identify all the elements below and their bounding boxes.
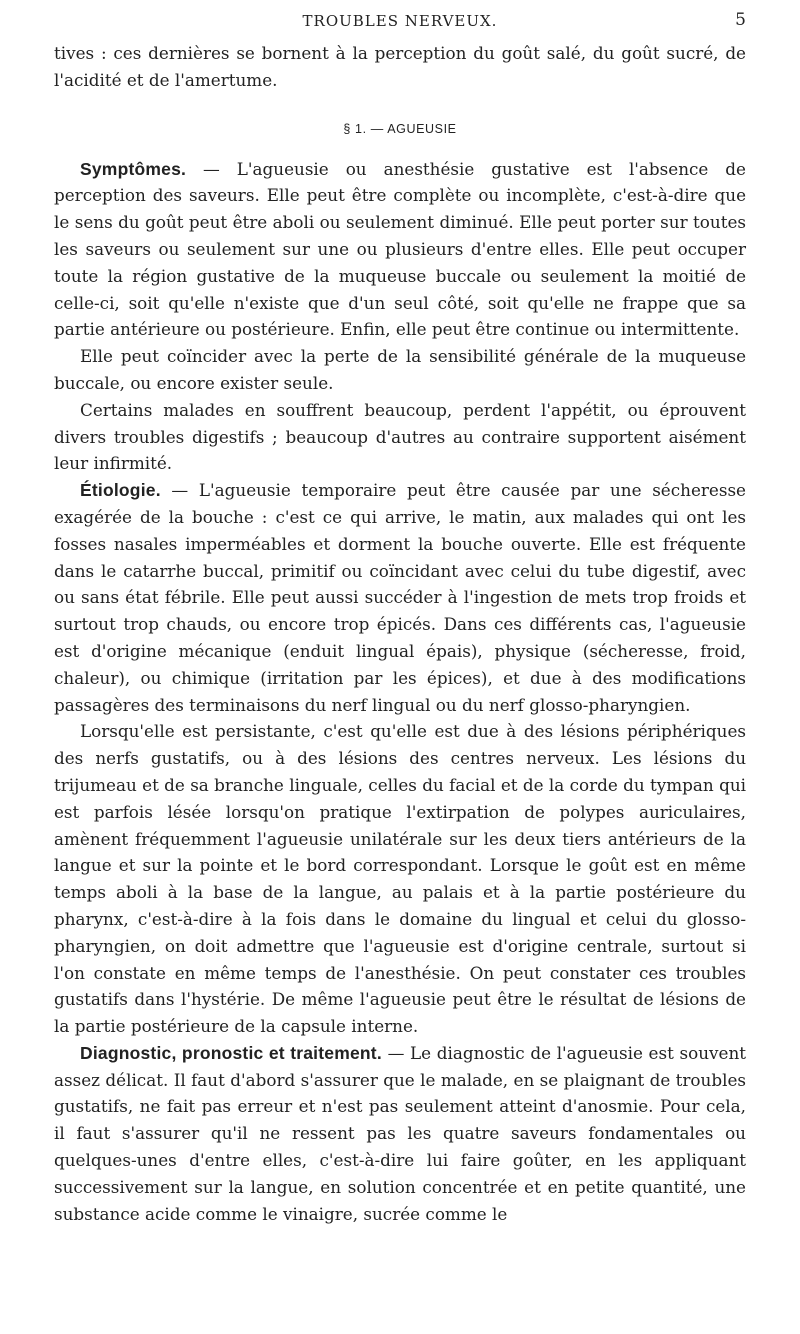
section-title: § 1. — AGUEUSIE xyxy=(343,121,457,136)
page-number: 5 xyxy=(735,10,746,30)
text-symptomes: — L'agueusie ou anesthésie gustative est l'absence de perception des saveurs. Elle peut être complète ou incomplète, c'est-à-dire que le sens du goût peut être aboli ou seulement diminué. Elle peut porter sur toutes les saveurs ou seulement sur une ou plusieurs d'entre elles. Elle peut occuper toute la région gustative de la muqueuse buccale ou seulement la moitié de celle-ci, soit qu'elle n'existe que d'un seul côté, soit qu'elle ne frappe que sa partie antérieure ou postérieure. Enfin, elle peut être continue ou intermittente. xyxy=(54,158,746,340)
continuation-paragraph: tives : ces dernières se bornent à la perception du goût salé, du goût sucré, de l'acidité et de l'amertume. xyxy=(54,43,746,90)
heading-etiologie: Étiologie. xyxy=(80,480,161,501)
running-head-title: TROUBLES NERVEUX. xyxy=(302,12,498,30)
paragraph-etiologie xyxy=(54,477,746,718)
running-head xyxy=(54,0,746,40)
text-diagnostic: — Le diagnostic de l'agueusie est souvent assez délicat. Il faut d'abord s'assurer que le malade, en se plaignant de troubles gustatifs, ne fait pas erreur et n'est pas seulement atteint d'anosmie. Pour cela, il faut s'assurer qu'il ne ressent pas les quatre saveurs fondamentales ou quelques-unes d'entre elles, c'est-à-dire lui faire goûter, en les appliquant successivement sur la langue, en solution concentrée et en petite quantité, une substance acide comme le vinaigre, sucrée comme le xyxy=(54,1042,747,1224)
paragraph-coincider: Elle peut coïncider avec la perte de la sensibilité générale de la muqueuse buccale, ou encore exister seule. xyxy=(54,346,746,393)
paragraph-diagnostic xyxy=(54,1040,746,1228)
paragraph-symptomes xyxy=(54,156,746,344)
paragraph-certains: Certains malades en souffrent beaucoup, perdent l'appétit, ou éprouvent divers troubles digestifs ; beaucoup d'autres au contraire supportent aisément leur infirmité. xyxy=(54,399,746,474)
heading-diagnostic: Diagnostic, pronostic et traitement. xyxy=(80,1042,382,1063)
text-etiologie: — L'agueusie temporaire peut être causée par une sécheresse exagérée de la bouche : c'est ce qui arrive, le matin, aux malades qui ont les fosses nasales imperméables et dorment la bouche ouverte. Elle est fréquente dans le catarrhe buccal, primitif ou coïncidant avec celui du tube digestif, avec ou sans état fébrile. Elle peut aussi succéder à l'ingestion de mets trop froids et surtout trop chauds, ou encore trop épicés. Dans ces différents cas, l'agueusie est d'origine mécanique (enduit lingual épais), physique (sécheresse, froid, chaleur), ou chimique (irritation par les épices), et due à des modifications passagères des terminaisons du nerf lingual ou du nerf glosso-pharyngien. xyxy=(54,480,746,715)
heading-symptomes: Symptômes. xyxy=(80,158,187,179)
paragraph-lorsque: Lorsqu'elle est persistante, c'est qu'elle est due à des lésions périphériques des nerfs gustatifs, ou à des lésions des centres nerveux. Les lésions du trijumeau et de sa branche linguale, celles du facial et de la corde du tympan qui est parfois lésée lorsqu'on pratique l'extirpation de polypes auriculaires, amènent fréquemment l'agueusie unilatérale sur les deux tiers antérieurs de la langue et sur la pointe et le bord correspondant. Lorsque le goût est en même temps aboli à la base de la langue, au palais et à la partie postérieure du pharynx, c'est-à-dire à la fois dans le domaine du lingual et celui du glosso-pharyngien, on doit admettre que l'agueusie est d'origine centrale, surtout si l'on constate en même temps de l'anesthésie. On peut constater ces troubles gustatifs dans l'hystérie. De même l'agueusie peut être le résultat de lésions de la partie postérieure de la capsule interne. xyxy=(54,721,746,1037)
